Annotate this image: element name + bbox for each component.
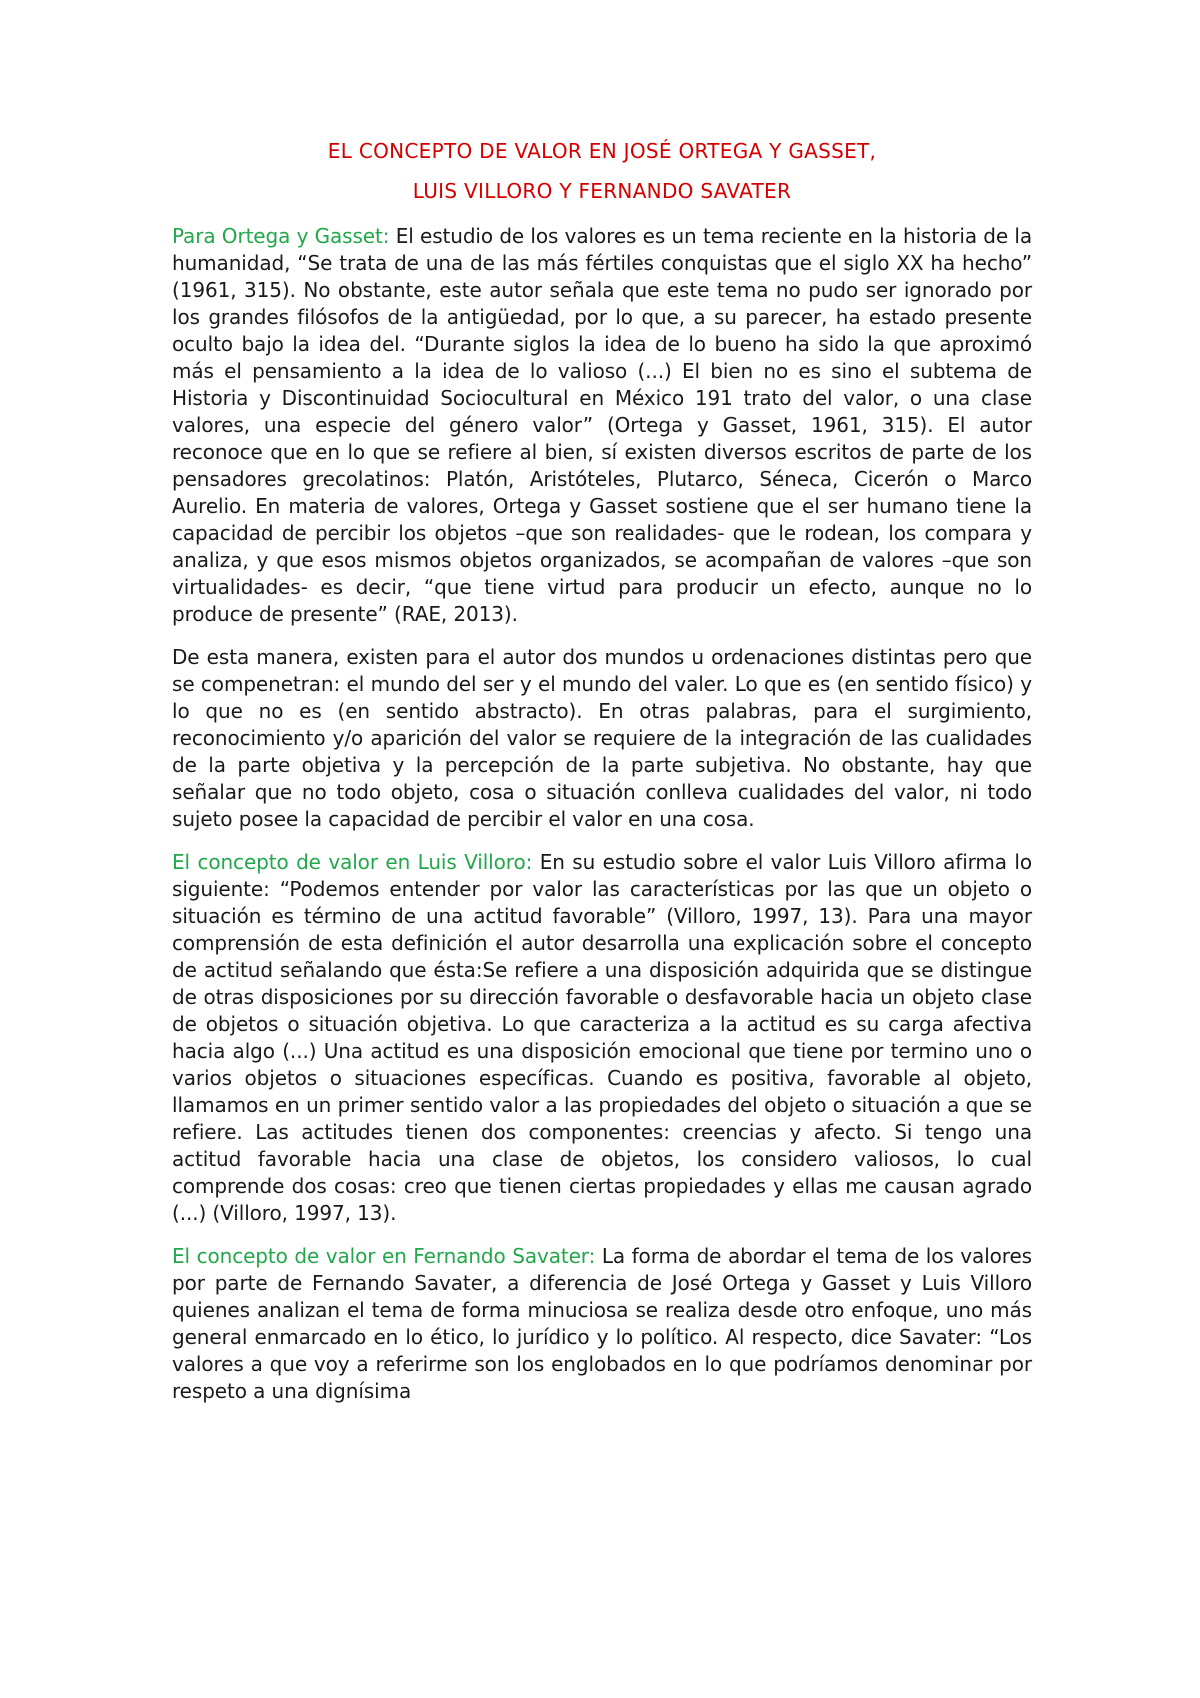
paragraph-mundos-text: De esta manera, existen para el autor dos mundos u ordenaciones distintas pero que se compenetran: el mundo del ser y el mundo del valer. Lo que es (en sentido físico) y lo que no es (en sentido abstracto). En otras palabras, para el surgimiento, reconocimiento y/o aparición del valor se requiere de la integración de las cualidades de la parte objetiva y la percepción de la parte subjetiva. No obstante, hay que señalar que no todo objeto, cosa o situación conlleva cualidades del valor, ni todo sujeto posee la capacidad de percibir el valor en una cosa.	[172, 645, 1032, 831]
paragraph-villoro	[172, 849, 1032, 1227]
paragraph-savater	[172, 1243, 1032, 1405]
paragraph-mundos	[172, 644, 1032, 833]
document-content	[172, 138, 1032, 1421]
section-lead-savater: El concepto de valor en Fernando Savater:	[172, 1244, 596, 1268]
title-line-1: EL CONCEPTO DE VALOR EN JOSÉ ORTEGA Y GASSET,	[327, 139, 877, 163]
section-lead-villoro: El concepto de valor en Luis Villoro:	[172, 850, 533, 874]
title-line-2: LUIS VILLORO Y FERNANDO SAVATER	[412, 179, 792, 203]
paragraph-villoro-text: En su estudio sobre el valor Luis Villoro afirma lo siguiente: “Podemos entender por valor las características por las que un objeto o situación es término de una actitud favorable” (Villoro, 1997, 13). Para una mayor comprensión de esta definición el autor desarrolla una explicación sobre el concepto de actitud señalando que ésta:Se refiere a una disposición adquirida que se distingue de otras disposiciones por su dirección favorable o desfavorable hacia un objeto clase de objetos o situación objetiva. Lo que caracteriza a la actitud es su carga afectiva hacia algo (...) Una actitud es una disposición emocional que tiene por termino uno o varios objetos o situaciones específicas. Cuando es positiva, favorable al objeto, llamamos en un primer sentido valor a las propiedades del objeto o situación a que se refiere. Las actitudes tienen dos componentes: creencias y afecto. Si tengo una actitud favorable hacia una clase de objetos, los considero valiosos, lo cual comprende dos cosas: creo que tienen ciertas propiedades y ellas me causan agrado (...) (Villoro, 1997, 13).	[172, 850, 1033, 1225]
paragraph-ortega	[172, 223, 1032, 628]
section-lead-ortega: Para Ortega y Gasset:	[172, 224, 390, 248]
paragraph-savater-text: La forma de abordar el tema de los valores por parte de Fernando Savater, a diferencia de José Ortega y Gasset y Luis Villoro quienes analizan el tema de forma minuciosa se realiza desde otro enfoque, uno más general enmarcado en lo ético, lo jurídico y lo político. Al respecto, dice Savater: “Los valores a que voy a referirme son los englobados en lo que podríamos denominar por respeto a una dignísima	[172, 1244, 1033, 1403]
paragraph-ortega-text: El estudio de los valores es un tema reciente en la historia de la humanidad, “Se trata de una de las más fértiles conquistas que el siglo XX ha hecho” (1961, 315). No obstante, este autor señala que este tema no pudo ser ignorado por los grandes filósofos de la antigüedad, por lo que, a su parecer, ha estado presente oculto bajo la idea del. “Durante siglos la idea de lo bueno ha sido la que aproximó más el pensamiento a la idea de lo valioso (...) El bien no es sino el subtema de Historia y Discontinuidad Sociocultural en México 191 trato del valor, o una clase valores, una especie del género valor” (Ortega y Gasset, 1961, 315). El autor reconoce que en lo que se refiere al bien, sí existen diversos escritos de parte de los pensadores grecolatinos: Platón, Aristóteles, Plutarco, Séneca, Cicerón o Marco Aurelio. En materia de valores, Ortega y Gasset sostiene que el ser humano tiene la capacidad de percibir los objetos –que son realidades- que le rodean, los compara y analiza, y que esos mismos objetos organizados, se acompañan de valores –que son virtualidades- es decir, “que tiene virtud para producir un efecto, aunque no lo produce de presente” (RAE, 2013).	[172, 224, 1032, 626]
